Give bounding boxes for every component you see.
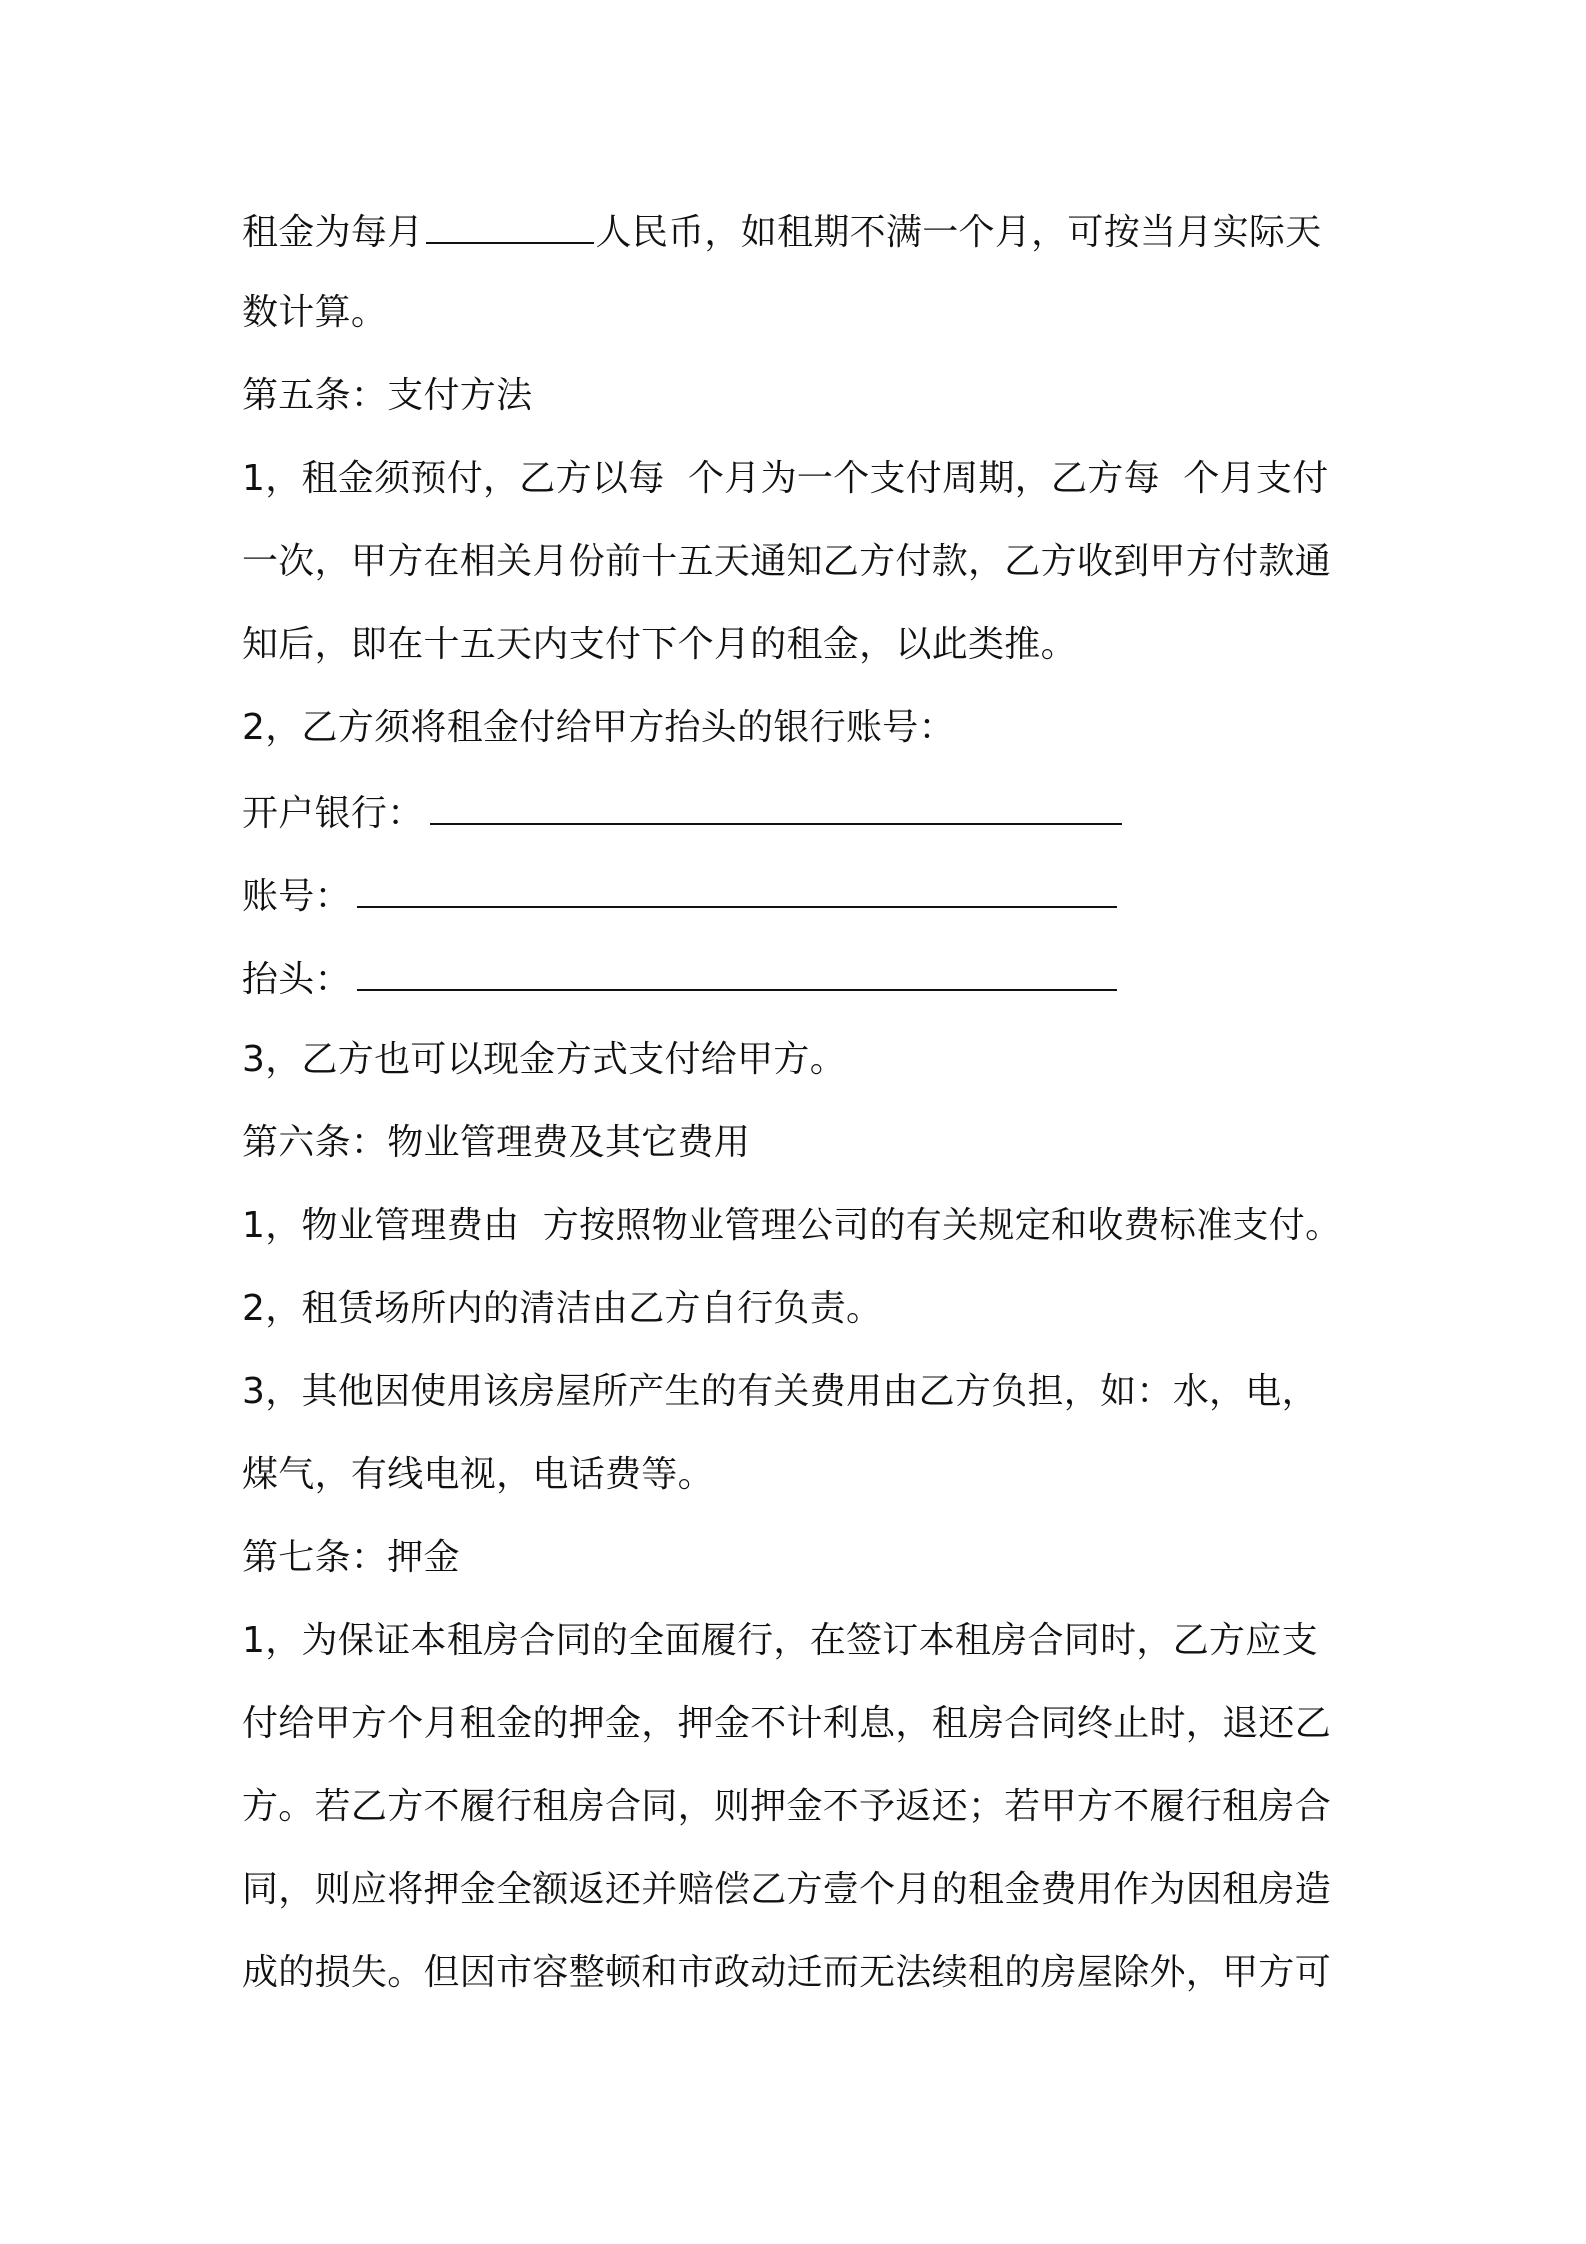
- payee-label: 抬头：: [242, 959, 351, 1000]
- article7-item1-line1: 1，为保证本租房合同的全面履行，在签订本租房合同时，乙方应支: [242, 1620, 1318, 1661]
- article5-item3: 3，乙方也可以现金方式支付给甲方。: [242, 1039, 847, 1080]
- rent-line: [242, 200, 1362, 283]
- payee-name-blank: [357, 947, 1117, 991]
- article5-item2: 2，乙方须将租金付给甲方抬头的银行账号：: [242, 707, 955, 748]
- article6-item1: 1，物业管理费由 方按照物业管理公司的有关规定和收费标准支付。: [242, 1205, 1342, 1246]
- payee-field-line: [242, 947, 1362, 1030]
- article6-heading: 第六条：物业管理费及其它费用: [242, 1122, 751, 1163]
- article6-item3-line1: 3，其他因使用该房屋所产生的有关费用由乙方负担，如：水，电，: [242, 1371, 1318, 1412]
- article7-item1-line3: 方。若乙方不履行租房合同，则押金不予返还；若甲方不履行租房合: [242, 1786, 1332, 1827]
- article5-heading: 第五条：支付方法: [242, 375, 533, 416]
- account-label: 账号：: [242, 876, 351, 917]
- account-field-line: [242, 864, 1362, 947]
- article7-heading: 第七条：押金: [242, 1537, 460, 1578]
- article7-item1-line4: 同，则应将押金全额返还并赔偿乙方壹个月的租金费用作为因租房造: [242, 1869, 1332, 1910]
- rent-line-continued: 数计算。: [242, 292, 388, 333]
- bank-field-line: [242, 781, 1362, 864]
- article6-item2: 2，租赁场所内的清洁由乙方自行负责。: [242, 1288, 883, 1329]
- document-body: [242, 200, 1362, 2026]
- bank-label: 开户银行：: [242, 793, 424, 834]
- article7-item1-line2: 付给甲方个月租金的押金，押金不计利息，租房合同终止时，退还乙: [242, 1703, 1332, 1744]
- rent-line-suffix: 人民币，如租期不满一个月，可按当月实际天: [595, 212, 1322, 253]
- article5-item1-line1: 1，租金须预付，乙方以每 个月为一个支付周期，乙方每 个月支付: [242, 458, 1329, 499]
- bank-name-blank: [430, 781, 1122, 825]
- article7-item1-line5: 成的损失。但因市容整顿和市政动迁而无法续租的房屋除外，甲方可: [242, 1952, 1332, 1993]
- article5-item1-line2: 一次，甲方在相关月份前十五天通知乙方付款，乙方收到甲方付款通: [242, 541, 1332, 582]
- account-number-blank: [357, 864, 1117, 908]
- article5-item1-line3: 知后，即在十五天内支付下个月的租金，以此类推。: [242, 624, 1077, 665]
- monthly-rent-blank: [426, 200, 594, 244]
- article6-item3-line2: 煤气，有线电视，电话费等。: [242, 1454, 714, 1495]
- rent-line-prefix: 租金为每月: [242, 212, 424, 253]
